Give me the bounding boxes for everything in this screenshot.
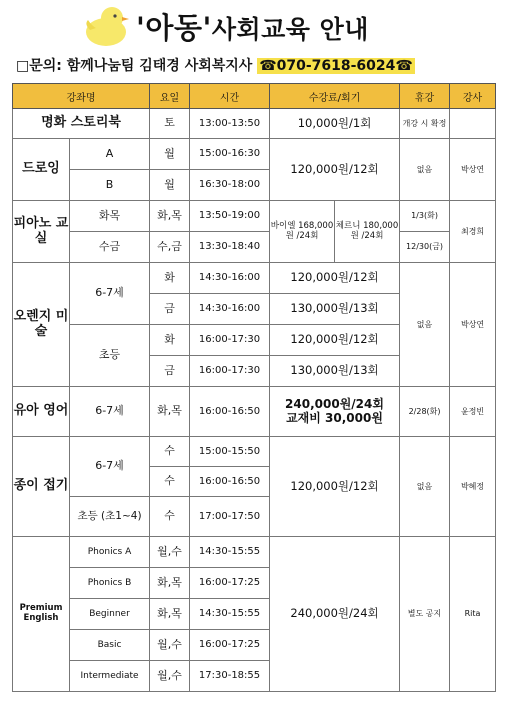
page-title: [0, 6, 505, 47]
course-closed: 2/28(화): [400, 387, 450, 437]
title-rest: 사회교육 안내: [211, 15, 369, 44]
course-day: 금: [150, 356, 190, 387]
course-time: 15:00-15:50: [190, 437, 270, 467]
course-level: Basic: [70, 630, 150, 661]
course-group: A: [70, 139, 150, 170]
course-closed: 별도 공지: [400, 537, 450, 692]
table-row: [13, 537, 496, 568]
course-name: 종이 접기: [13, 437, 70, 537]
course-time: 14:30-16:00: [190, 263, 270, 294]
course-time: 17:30-18:55: [190, 661, 270, 692]
course-day: 화: [150, 325, 190, 356]
course-teacher: 윤정빈: [450, 387, 496, 437]
course-teacher: [450, 109, 496, 139]
course-time: 14:30-16:00: [190, 294, 270, 325]
course-group: 6-7세: [70, 437, 150, 497]
header-course: 강좌명: [13, 84, 150, 109]
course-time: 17:00-17:50: [190, 497, 270, 537]
course-name: 오렌지 미술: [13, 263, 70, 387]
course-time: 16:00-17:25: [190, 568, 270, 599]
course-fee-sub: 교재비 30,000원: [286, 410, 383, 425]
course-closed: 1/3(화): [400, 201, 450, 232]
course-fee-main: 240,000원/24회: [285, 396, 384, 411]
course-name: 명화 스토리북: [13, 109, 150, 139]
course-time: 16:00-16:50: [190, 387, 270, 437]
course-fee: 바이엘 168,000원 /24회: [270, 201, 335, 263]
course-fee: [270, 387, 400, 437]
course-day: 월,수: [150, 661, 190, 692]
course-group: 화목: [70, 201, 150, 232]
course-day: 월: [150, 170, 190, 201]
course-name: 피아노 교실: [13, 201, 70, 263]
course-level: Phonics A: [70, 537, 150, 568]
course-day: 월,수: [150, 630, 190, 661]
course-time: 16:30-18:00: [190, 170, 270, 201]
schedule-table: [12, 83, 496, 692]
course-name: Premium English: [13, 537, 70, 692]
course-name: 드로잉: [13, 139, 70, 201]
table-row: [13, 232, 496, 263]
course-day: 화,목: [150, 201, 190, 232]
course-teacher: 박혜정: [450, 437, 496, 537]
course-time: 13:00-13:50: [190, 109, 270, 139]
course-fee: 120,000원/12회: [270, 437, 400, 537]
table-row: [13, 109, 496, 139]
course-fee: 120,000원/12회: [270, 139, 400, 201]
course-day: 화,목: [150, 568, 190, 599]
course-level: Phonics B: [70, 568, 150, 599]
course-teacher: 박상연: [450, 263, 496, 387]
contact-line: [16, 55, 415, 75]
course-day: 화,목: [150, 387, 190, 437]
course-group: 6-7세: [70, 387, 150, 437]
header-teacher: 강사: [450, 84, 496, 109]
table-row: [13, 201, 496, 232]
course-fee: 10,000원/1회: [270, 109, 400, 139]
course-time: 16:00-17:30: [190, 325, 270, 356]
course-group: 초등 (초1~4): [70, 497, 150, 537]
course-group: 6-7세: [70, 263, 150, 325]
header-closed: 휴강: [400, 84, 450, 109]
course-fee: 체르니 180,000원 /24회: [335, 201, 400, 263]
course-fee: 120,000원/12회: [270, 325, 400, 356]
contact-label: □문의: 함께나눔팀 김태경 사회복지사: [16, 58, 253, 74]
course-closed: 없음: [400, 437, 450, 537]
table-row: [13, 387, 496, 437]
course-closed: 12/30(금): [400, 232, 450, 263]
course-closed: 없음: [400, 263, 450, 387]
course-closed: 개강 시 확정: [400, 109, 450, 139]
course-time: 16:00-17:30: [190, 356, 270, 387]
course-day: 토: [150, 109, 190, 139]
table-header-row: [13, 84, 496, 109]
header-day: 요일: [150, 84, 190, 109]
course-time: 16:00-17:25: [190, 630, 270, 661]
course-day: 화,목: [150, 599, 190, 630]
course-time: 13:50-19:00: [190, 201, 270, 232]
course-fee: 120,000원/12회: [270, 263, 400, 294]
course-group: 수금: [70, 232, 150, 263]
contact-phone: ☎070-7618-6024☎: [259, 58, 413, 74]
course-teacher: 박상연: [450, 139, 496, 201]
course-closed: 없음: [400, 139, 450, 201]
course-day: 월: [150, 139, 190, 170]
course-group: B: [70, 170, 150, 201]
course-fee: 130,000원/13회: [270, 356, 400, 387]
table-row: [13, 437, 496, 467]
title-quoted: '아동': [136, 11, 212, 45]
course-time: 16:00-16:50: [190, 467, 270, 497]
course-day: 수: [150, 437, 190, 467]
course-day: 화: [150, 263, 190, 294]
course-time: 15:00-16:30: [190, 139, 270, 170]
course-fee: 240,000원/24회: [270, 537, 400, 692]
course-level: Intermediate: [70, 661, 150, 692]
table-row: [13, 263, 496, 294]
course-day: 수,금: [150, 232, 190, 263]
course-name: 유아 영어: [13, 387, 70, 437]
course-teacher: 최경희: [450, 201, 496, 263]
course-level: Beginner: [70, 599, 150, 630]
course-day: 금: [150, 294, 190, 325]
header-fee: 수강료/회기: [270, 84, 400, 109]
course-teacher: Rita: [450, 537, 496, 692]
course-day: 수: [150, 497, 190, 537]
course-day: 월,수: [150, 537, 190, 568]
course-group: 초등: [70, 325, 150, 387]
course-time: 13:30-18:40: [190, 232, 270, 263]
course-fee: 130,000원/13회: [270, 294, 400, 325]
course-day: 수: [150, 467, 190, 497]
course-time: 14:30-15:55: [190, 537, 270, 568]
header-time: 시간: [190, 84, 270, 109]
course-time: 14:30-15:55: [190, 599, 270, 630]
table-row: [13, 139, 496, 170]
